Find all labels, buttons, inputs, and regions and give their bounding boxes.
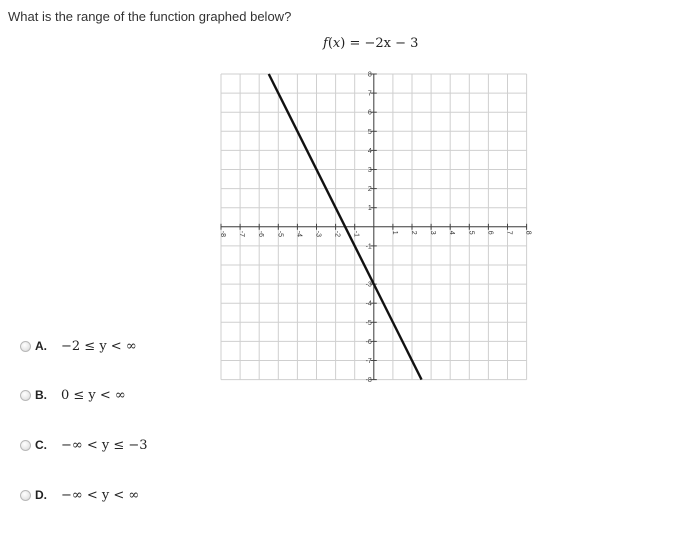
radio-c[interactable] — [20, 440, 31, 451]
x-tick-label: -8 — [219, 230, 226, 238]
y-tick-label: 3 — [367, 167, 372, 174]
x-tick-label: 1 — [390, 230, 398, 235]
choice-b-text: 0 ≤ y < ∞ — [61, 387, 126, 403]
question-text: What is the range of the function graphed below? — [8, 9, 292, 24]
y-tick-label: -3 — [365, 281, 372, 289]
x-tick-label: 8 — [524, 230, 532, 235]
function-graph — [218, 68, 532, 385]
y-tick-label: -5 — [365, 319, 372, 327]
choice-d-text: −∞ < y < ∞ — [61, 487, 140, 503]
x-tick-label: -6 — [257, 230, 265, 238]
y-tick-label: -6 — [365, 338, 372, 346]
radio-b[interactable] — [20, 390, 31, 401]
choice-b-letter: B. — [35, 388, 47, 402]
x-tick-label: 4 — [448, 230, 456, 235]
choice-d-letter: D. — [35, 488, 47, 502]
y-tick-label: 4 — [367, 147, 372, 155]
x-tick-label: 2 — [410, 230, 417, 235]
y-tick-label: -8 — [365, 377, 372, 385]
x-tick-label: 7 — [505, 230, 513, 235]
choice-a-text: −2 ≤ y < ∞ — [61, 338, 137, 354]
y-tick-label: 2 — [367, 186, 372, 194]
choice-a-letter: A. — [35, 339, 47, 353]
y-tick-label: -4 — [365, 300, 372, 308]
x-tick-label: -3 — [314, 230, 322, 238]
y-tick-label: 6 — [367, 109, 372, 117]
function-rhs: = −2x − 3 — [349, 36, 419, 51]
x-tick-label: 6 — [486, 230, 494, 235]
x-tick-label: -1 — [352, 230, 360, 238]
x-tick-label: -5 — [276, 230, 284, 238]
choice-d[interactable] — [20, 487, 139, 503]
radio-d[interactable] — [20, 490, 31, 501]
x-tick-label: -7 — [238, 230, 246, 238]
choice-c[interactable] — [20, 437, 148, 453]
y-tick-label: 1 — [367, 205, 372, 213]
choice-c-text: −∞ < y ≤ −3 — [61, 437, 148, 453]
choice-b[interactable] — [20, 387, 126, 403]
choice-a[interactable] — [20, 338, 137, 354]
x-tick-label: -2 — [333, 230, 341, 238]
y-tick-label: 8 — [367, 71, 372, 79]
y-tick-label: 5 — [367, 128, 372, 136]
function-name: f — [323, 36, 328, 51]
y-tick-label: 7 — [367, 90, 372, 98]
x-tick-label: 5 — [467, 230, 475, 235]
choice-c-letter: C. — [35, 438, 47, 452]
x-tick-label: 3 — [429, 230, 437, 235]
function-equation: f(x) = −2x − 3 — [323, 36, 419, 51]
radio-a[interactable] — [20, 341, 31, 352]
function-variable: x — [332, 36, 341, 51]
y-tick-label: -1 — [365, 243, 372, 251]
y-tick-label: -7 — [365, 358, 372, 365]
x-tick-label: -4 — [295, 230, 303, 238]
